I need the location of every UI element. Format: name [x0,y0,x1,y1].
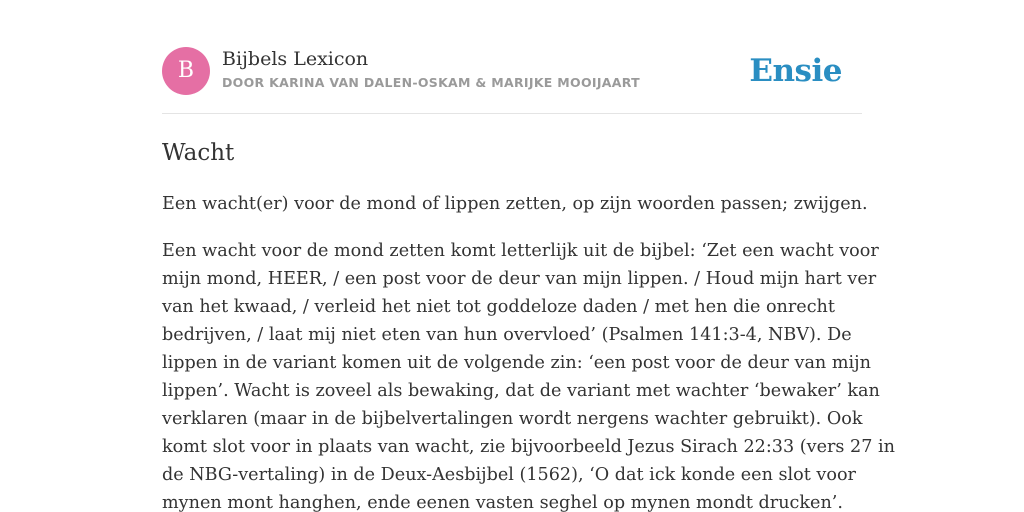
body-line: lippen’. Wacht is zoveel als bewaking, dat de variant met wachter ‘bewaker’ kan [162,381,880,401]
body-line: mynen mont hanghen, ende eenen vasten seghel op mynen mondt drucken’. [162,493,843,512]
body-line: lippen in de variant komen uit de volgende zin: ‘een post voor de deur van mijn [162,353,871,373]
body-line: Een wacht voor de mond zetten komt letterlijk uit de bijbel: ‘Zet een wacht voor [162,241,879,261]
body-line: verklaren (maar in de bijbelvertalingen wordt nergens wachter gebruikt). Ook [162,409,863,429]
entry-body [162,237,895,512]
entry-definition: Een wacht(er) voor de mond of lippen zetten, op zijn woorden passen; zwijgen. [162,194,868,214]
book-title[interactable]: Bijbels Lexicon [222,48,369,70]
entry-title: Wacht [162,140,235,166]
book-authors: DOOR KARINA VAN DALEN-OSKAM & MARIJKE MOOIJAART [222,75,640,90]
book-avatar[interactable]: B [162,47,210,95]
ensie-logo[interactable]: Ensie [749,53,842,89]
header-divider [162,113,862,114]
body-line: de NBG-vertaling) in de Deux-Aesbijbel (1562), ‘O dat ick konde een slot voor [162,465,856,485]
page-header [162,47,862,95]
body-line: komt slot voor in plaats van wacht, zie bijvoorbeeld Jezus Sirach 22:33 (vers 27 in [162,437,895,457]
body-line: van het kwaad, / verleid het niet tot goddeloze daden / met hen die onrecht [162,297,835,317]
entry-content [162,137,895,512]
body-line: mijn mond, HEER, / een post voor de deur van mijn lippen. / Houd mijn hart ver [162,269,877,289]
body-line: bedrijven, / laat mij niet eten van hun overvloed’ (Psalmen 141:3-4, NBV). De [162,325,852,345]
